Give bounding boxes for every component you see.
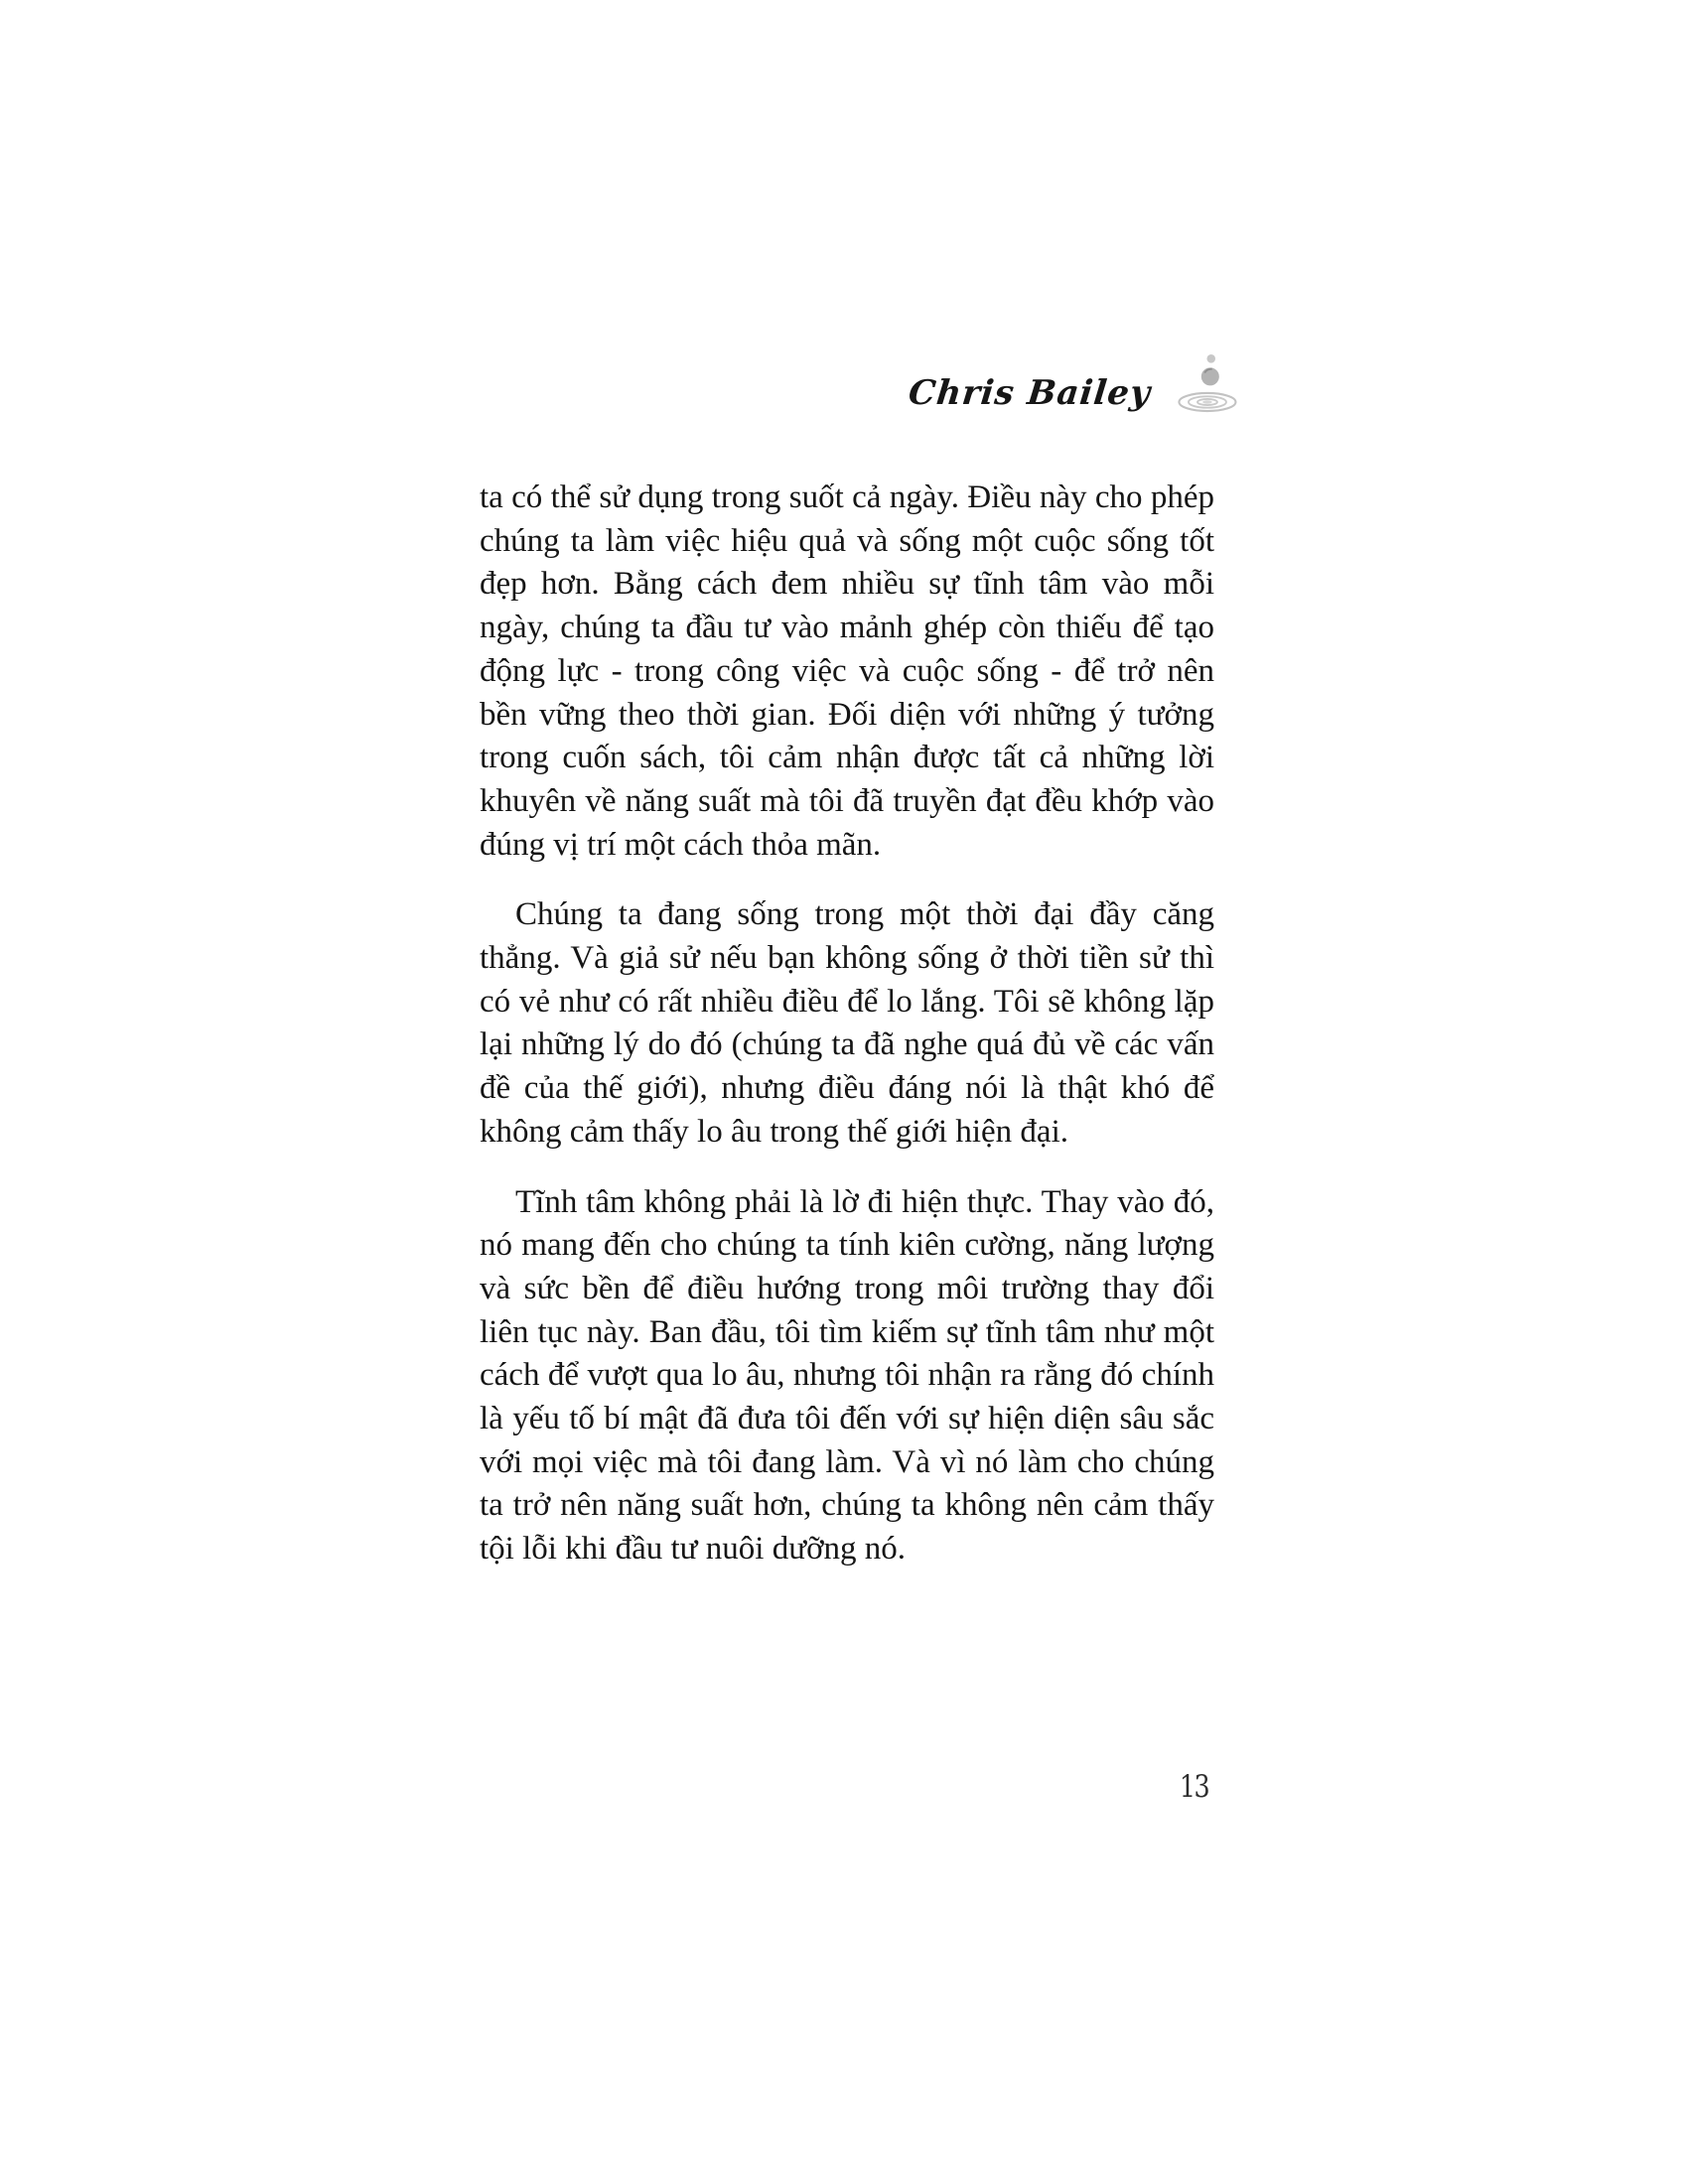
body-text bbox=[480, 477, 1214, 1571]
author-name: Chris Bailey bbox=[907, 373, 1154, 413]
water-drop-ripple-icon bbox=[1169, 349, 1244, 417]
page-number: 13 bbox=[1179, 1769, 1208, 1805]
paragraph-2: Chúng ta đang sống trong một thời đại đầy căng thẳng. Và giả sử nếu bạn không sống ở thời tiền sử thì có vẻ như có rất nhiều điều để lo lắng. Tôi sẽ không lặp lại những lý do đó (chúng ta đã nghe quá đủ về các vấn đề của thế giới), nhưng điều đáng nói là thật khó để không cảm thấy lo âu trong thế giới hiện đại. bbox=[480, 896, 1214, 1150]
running-header bbox=[480, 349, 1244, 417]
paragraph-3: Tĩnh tâm không phải là lờ đi hiện thực. Thay vào đó, nó mang đến cho chúng ta tính kiên cường, năng lượng và sức bền để điều hướng trong môi trường thay đổi liên tục này. Ban đầu, tôi tìm kiếm sự tĩnh tâm như một cách để vượt qua lo âu, nhưng tôi nhận ra rằng đó chính là yếu tố bí mật đã đưa tôi đến với sự hiện diện sâu sắc với mọi việc mà tôi đang làm. Và vì nó làm cho chúng ta trở nên năng suất hơn, chúng ta không nên cảm thấy tội lỗi khi đầu tư nuôi dưỡng nó. bbox=[480, 1183, 1214, 1568]
paragraph-1: ta có thể sử dụng trong suốt cả ngày. Điều này cho phép chúng ta làm việc hiệu quả và sống một cuộc sống tốt đẹp hơn. Bằng cách đem nhiều sự tĩnh tâm vào mỗi ngày, chúng ta đầu tư vào mảnh ghép còn thiếu để tạo động lực - trong công việc và cuộc sống - để trở nên bền vững theo thời gian. Đối diện với những ý tưởng trong cuốn sách, tôi cảm nhận được tất cả những lời khuyên về năng suất mà tôi đã truyền đạt đều khớp vào đúng vị trí một cách thỏa mãn. bbox=[480, 479, 1214, 863]
